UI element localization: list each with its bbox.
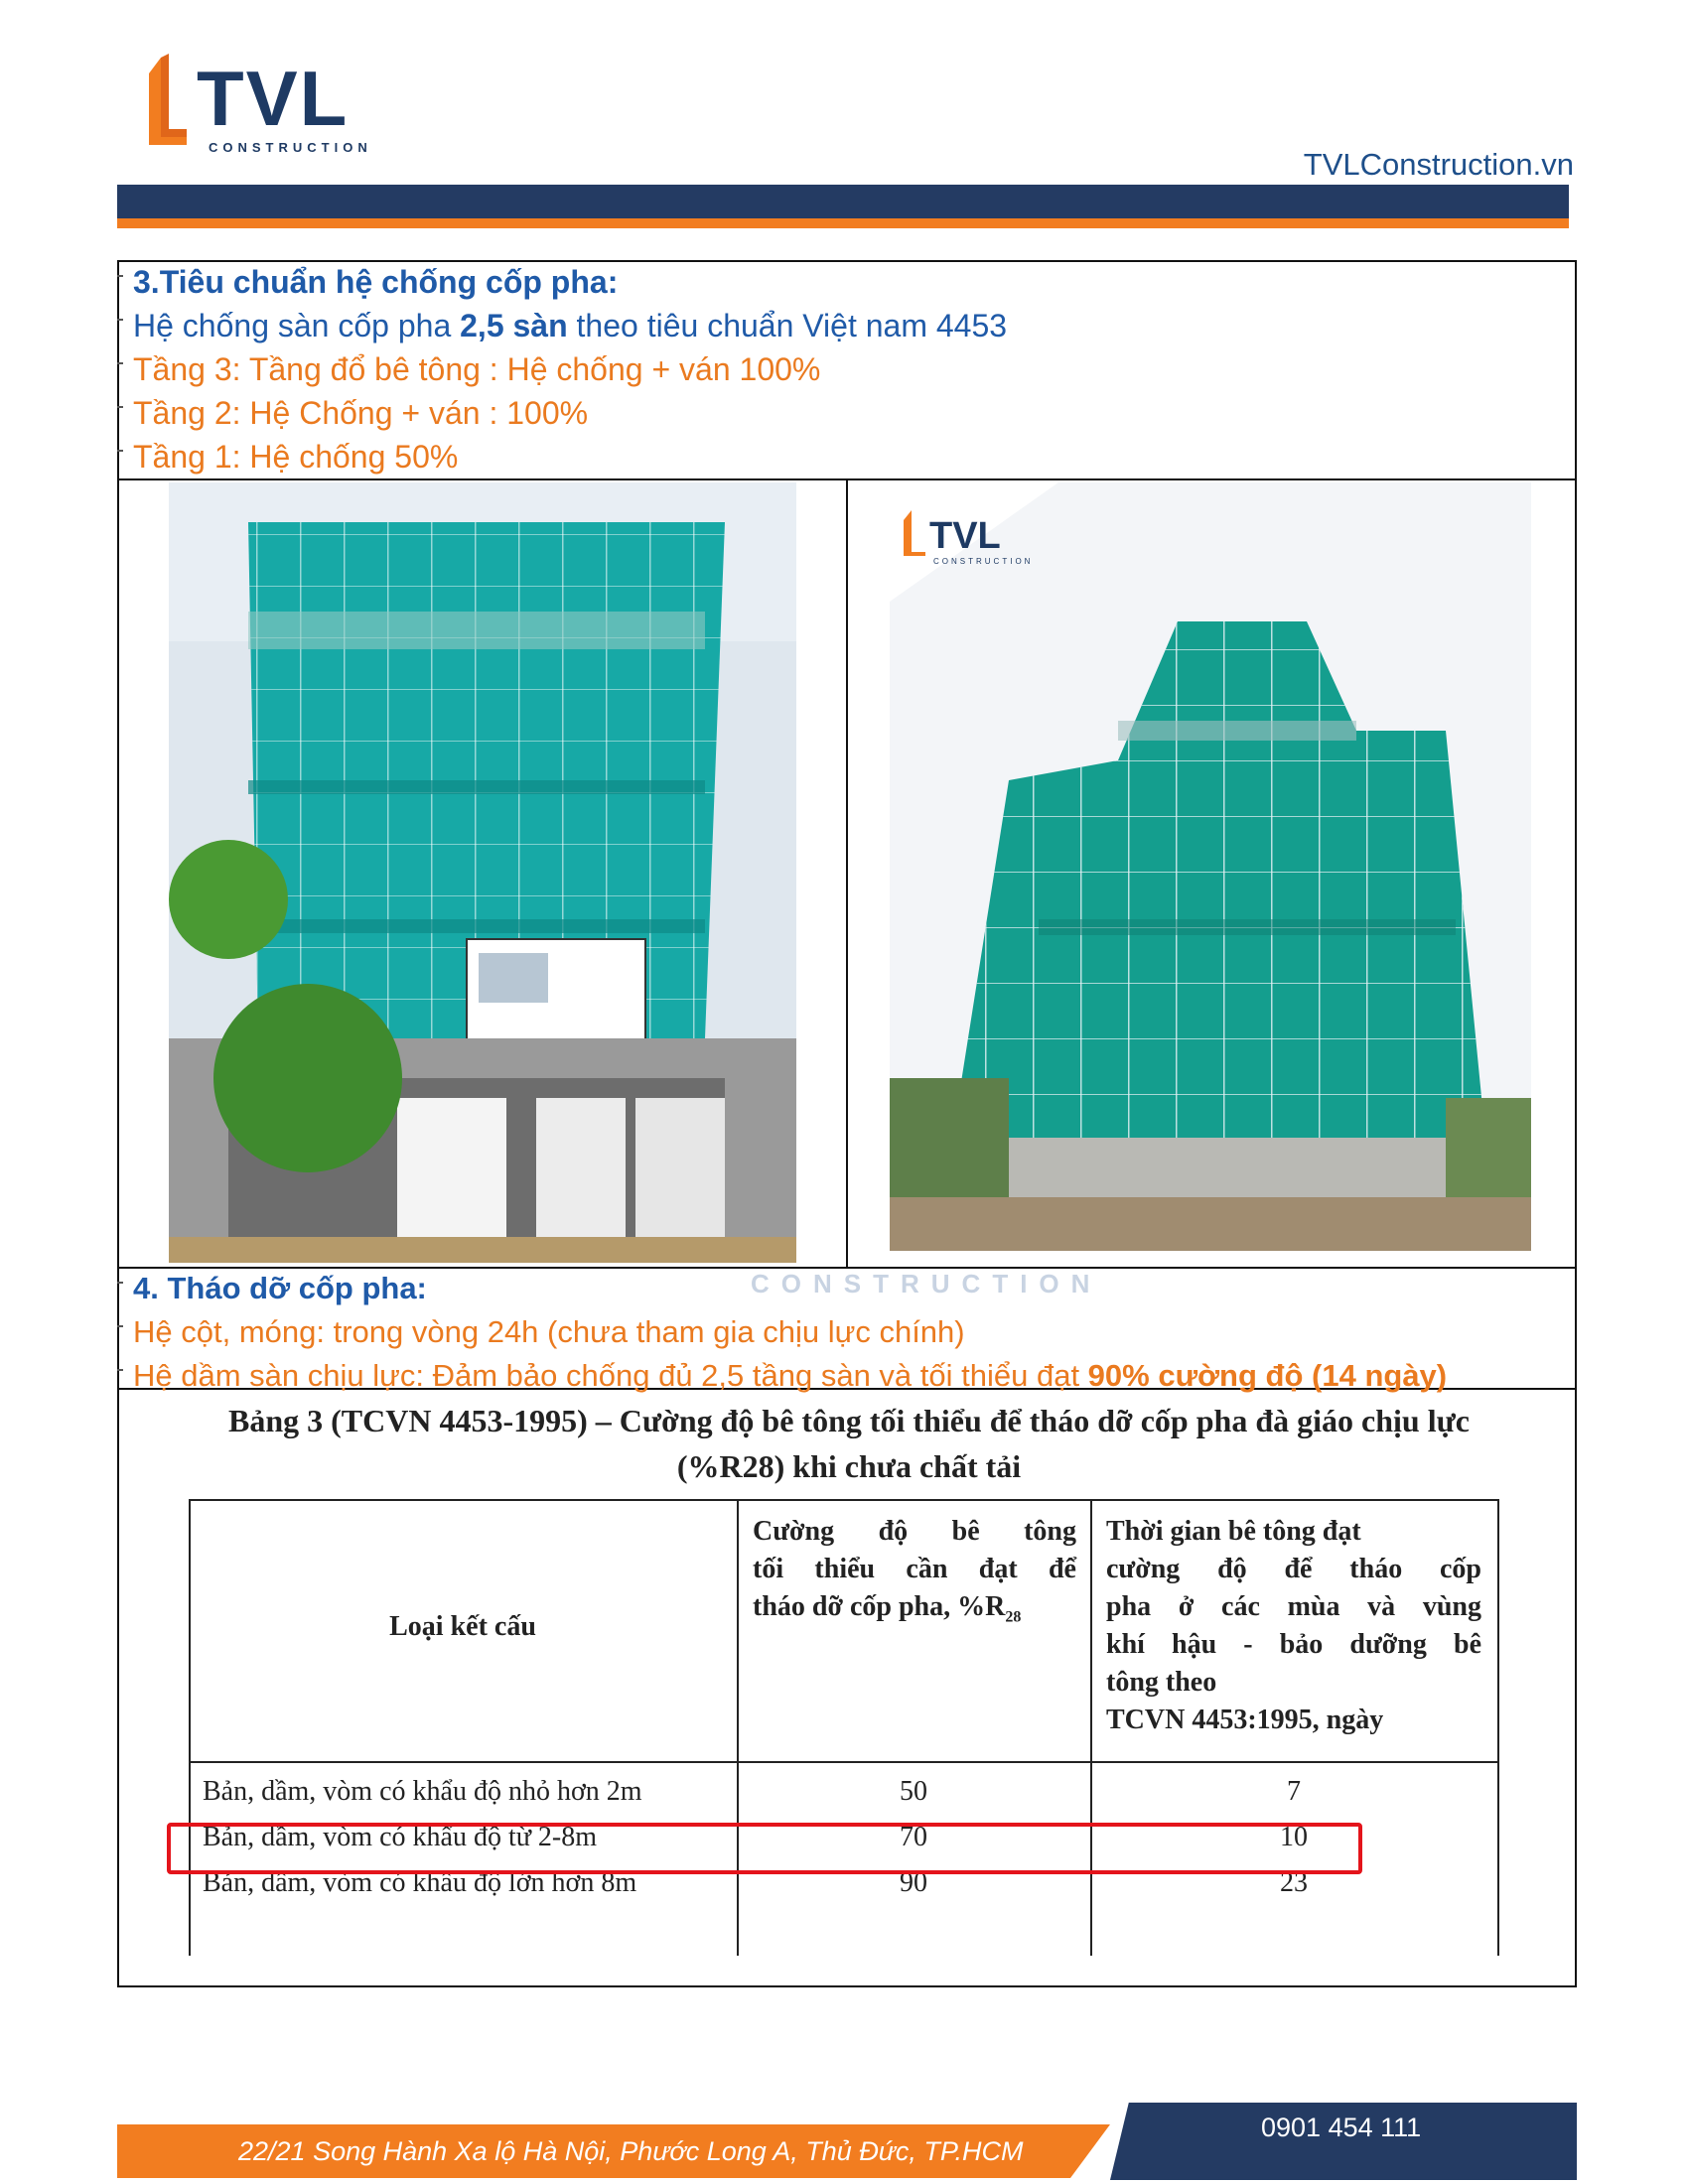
logo-text: TVL [197, 55, 350, 142]
table-caption-line-2: (%R28) khi chưa chất tải [676, 1448, 1022, 1484]
header-min-strength [753, 1513, 1076, 1637]
line-1-text-c: theo tiêu chuẩn Việt nam 4453 [567, 308, 1008, 343]
website-link[interactable]: TVLConstruction.vn [1303, 147, 1574, 182]
section-3-line-4: Tầng 1: Hệ chống 50% [117, 435, 1007, 478]
section-3-heading: 3.Tiêu chuẩn hệ chống cốp pha: [117, 260, 1007, 304]
header-curing-time-l6: TCVN 4453:1995, ngày [1106, 1705, 1384, 1735]
table-row-2-strength: 70 [900, 1822, 927, 1852]
right-photo-logo-text: TVL [929, 515, 1001, 557]
section-3-line-1 [117, 304, 1007, 347]
section-4-heading: 4. Tháo dỡ cốp pha: [117, 1267, 1447, 1310]
photo-right-building [890, 482, 1531, 1251]
header-min-strength-sub: 28 [1005, 1608, 1022, 1626]
table-row-3-type: Bản, dầm, vòm có khẩu độ lớn hơn 8m [203, 1867, 637, 1898]
header-min-strength-l3 [753, 1588, 1076, 1637]
header-bar-orange [117, 218, 1569, 228]
table-row-2-days: 10 [1280, 1822, 1308, 1852]
section-4-line-1: Hệ cột, móng: trong vòng 24h (chưa tham gia chịu lực chính) [117, 1310, 1447, 1354]
header-curing-time [1106, 1513, 1481, 1739]
section-4-line-2 [117, 1354, 1447, 1398]
table-row-1-type: Bản, dầm, vòm có khẩu độ nhỏ hơn 2m [203, 1776, 642, 1807]
line-1-text-b: 2,5 sàn [460, 308, 568, 343]
header-curing-time-l1: Thời gian bê tông đạt [1106, 1516, 1361, 1547]
logo-building-icon [139, 54, 187, 145]
footer-phone[interactable]: 0901 454 111 [1261, 2113, 1422, 2142]
row-highlight-box [167, 1823, 1362, 1874]
line-2-text-b: 90% cường độ (14 ngày) [1087, 1358, 1448, 1393]
table-row-3-days: 23 [1280, 1867, 1308, 1898]
header-curing-time-l3: pha ở các mùa và vùng [1106, 1591, 1481, 1622]
table-row-2-type: Bản, dầm, vòm có khẩu độ từ 2-8m [203, 1822, 598, 1852]
photo-divider [846, 480, 848, 1267]
watermark-text: CONSTRUCTION [751, 1269, 1102, 1298]
header-curing-time-l5: tông theo [1106, 1667, 1217, 1698]
table-caption-line-1: Bảng 3 (TCVN 4453-1995) – Cường độ bê tông tối thiểu để tháo dỡ cốp pha đà giáo chịu lực [228, 1403, 1470, 1438]
strength-table [189, 1499, 1499, 1956]
logo-subtitle: CONSTRUCTION [209, 140, 372, 155]
section-3-line-2: Tầng 3: Tầng đổ bê tông : Hệ chống + ván 100% [117, 347, 1007, 391]
table-caption [139, 1398, 1559, 1489]
header-curing-time-l4: khí hậu - bảo dưỡng bê [1106, 1629, 1481, 1660]
table-row-1-days: 7 [1287, 1776, 1301, 1807]
section-3 [117, 260, 1007, 478]
table-right-border [1497, 1499, 1499, 1956]
header-min-strength-l3-text: tháo dỡ cốp pha, %R [753, 1591, 1006, 1622]
table-row-1-strength: 50 [900, 1776, 927, 1807]
header-curing-time-l2: cường độ để tháo cốp [1106, 1554, 1481, 1584]
header-min-strength-l1: Cường độ bê tông [753, 1516, 1076, 1547]
section-3-line-3: Tầng 2: Hệ Chống + ván : 100% [117, 391, 1007, 435]
table-top-border [189, 1499, 1499, 1501]
footer-address: 22/21 Song Hành Xa lộ Hà Nội, Phước Long A, Thủ Đức, TP.HCM [238, 2136, 1024, 2166]
table-header-border [189, 1761, 1499, 1763]
right-photo-logo-sub: CONSTRUCTION [933, 557, 1034, 566]
line-2-text-a: Hệ dầm sàn chịu lực: Đảm bảo chống đủ 2,5 tầng sàn và tối thiểu đạt [133, 1358, 1088, 1393]
company-logo [139, 48, 377, 157]
photo-left-building [169, 482, 796, 1263]
header-bar-navy [117, 185, 1569, 218]
table-left-border [189, 1499, 191, 1956]
section-4 [117, 1267, 1447, 1398]
header-min-strength-l2: tối thiểu cần đạt để [753, 1554, 1076, 1584]
table-row-3-strength: 90 [900, 1867, 927, 1898]
header-structure-type: Loại kết cấu [389, 1611, 536, 1642]
line-1-text-a: Hệ chống sàn cốp pha [133, 308, 461, 343]
